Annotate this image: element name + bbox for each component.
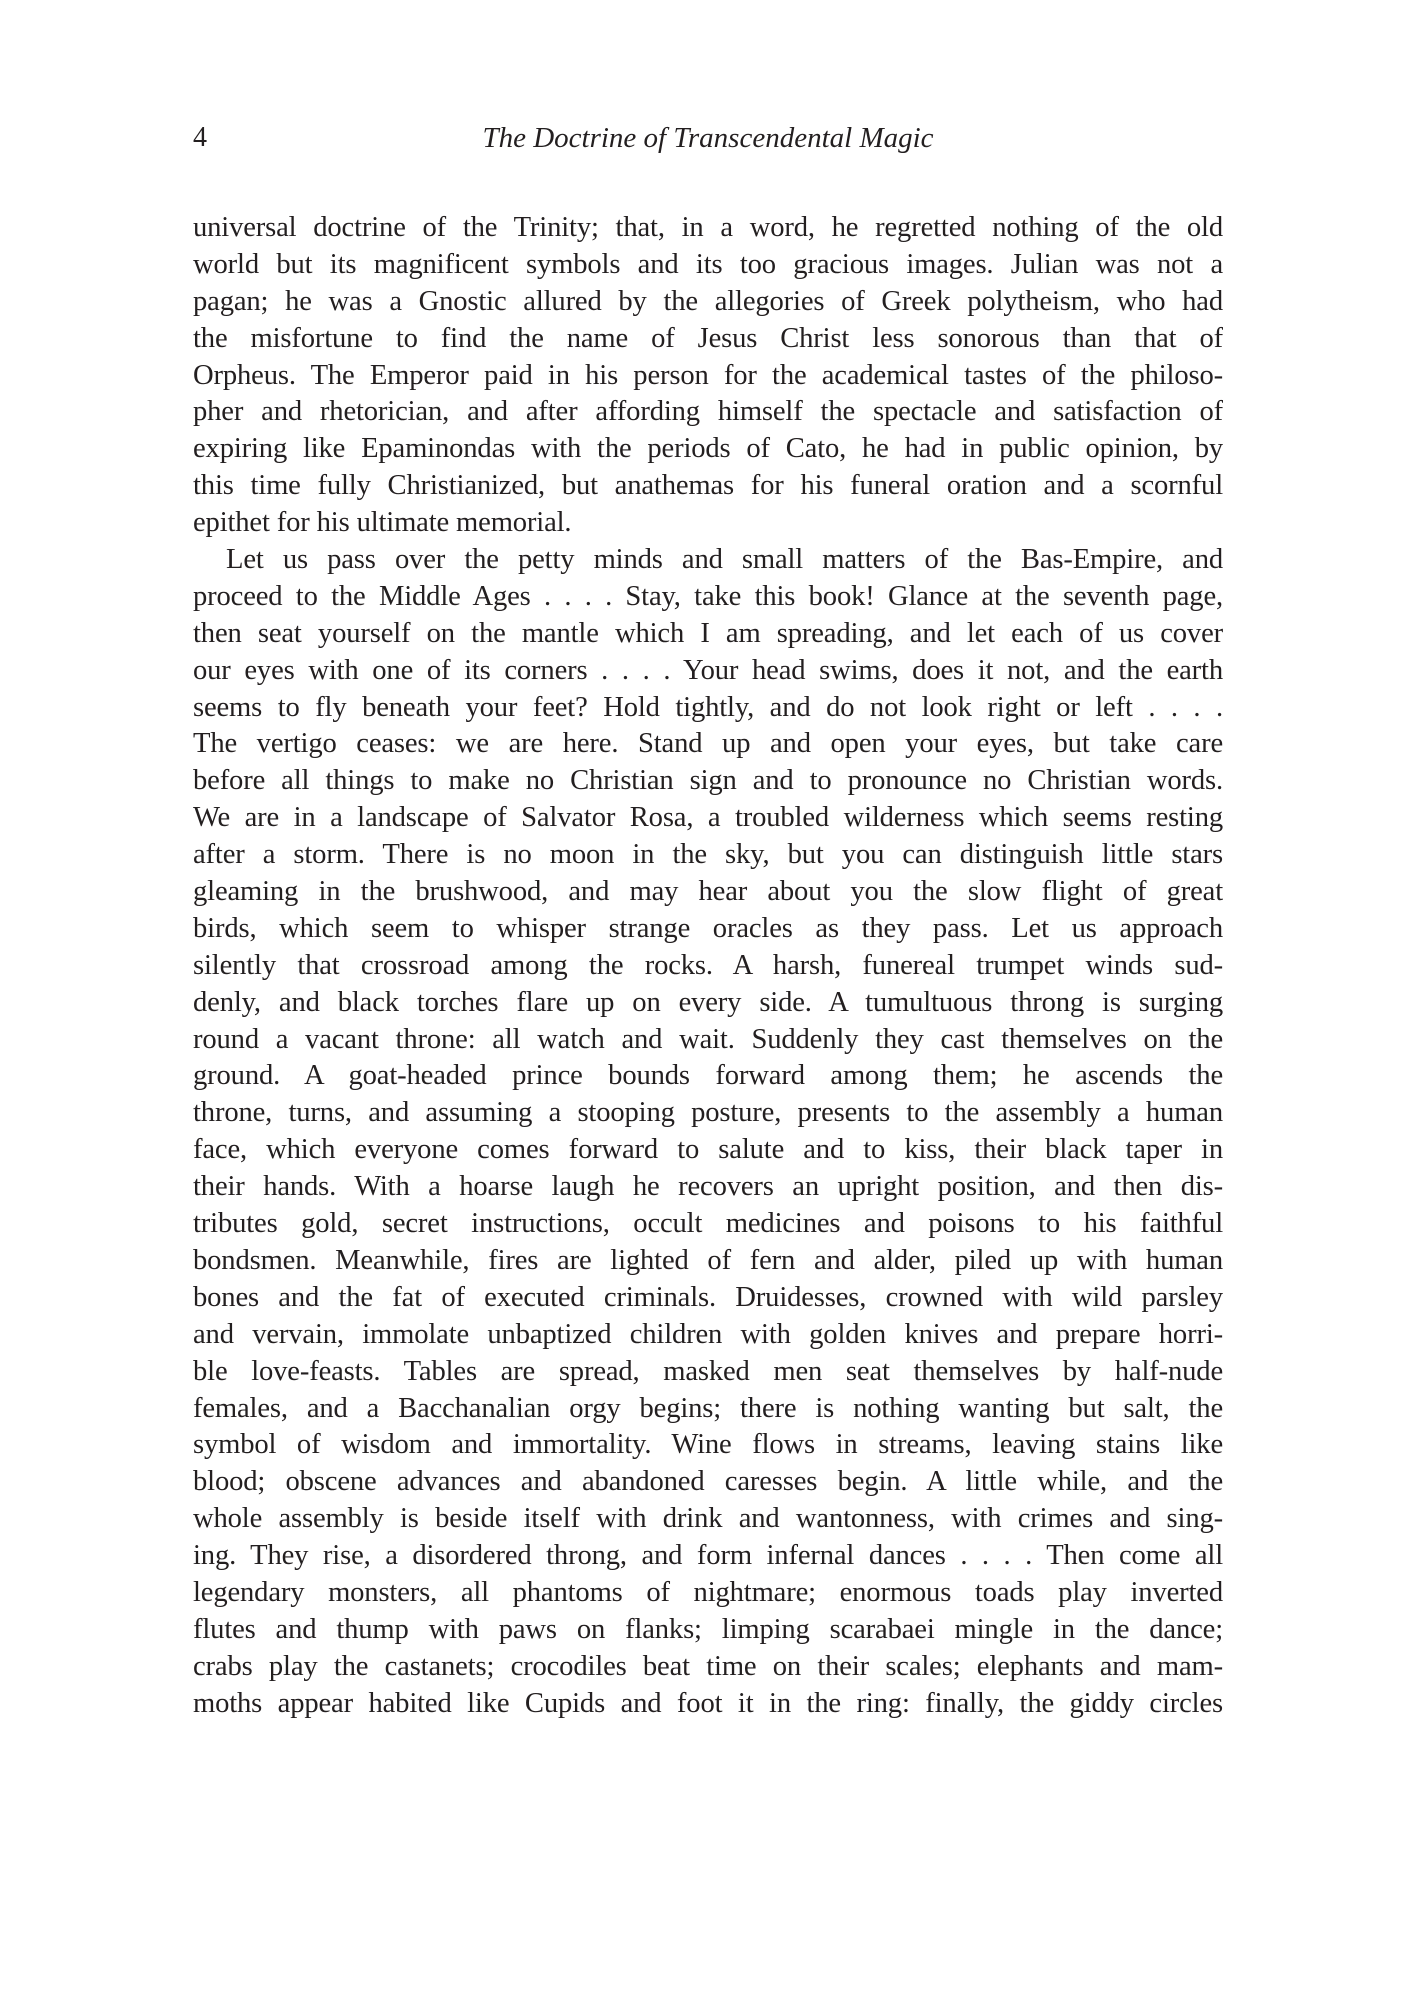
text-line: symbol of wisdom and immortality. Wine flows in streams, leaving stains like xyxy=(193,1429,1223,1461)
text-line: epithet for his ultimate memorial. xyxy=(193,507,572,539)
text-line: ground. A goat-headed prince bounds forward among them; he ascends the xyxy=(193,1060,1223,1092)
body-text xyxy=(193,210,1223,1723)
text-line: whole assembly is beside itself with drink and wantonness, with crimes and sing- xyxy=(193,1503,1223,1535)
text-line: Orpheus. The Emperor paid in his person for the academical tastes of the philoso- xyxy=(193,359,1223,391)
text-line: gleaming in the brushwood, and may hear about you the slow flight of great xyxy=(193,876,1223,908)
text-line: flutes and thump with paws on flanks; limping scarabaei mingle in the dance; xyxy=(193,1613,1223,1645)
text-line: birds, which seem to whisper strange oracles as they pass. Let us approach xyxy=(193,912,1223,944)
text-line: this time fully Christianized, but anathemas for his funeral oration and a scornful xyxy=(193,470,1223,502)
text-line: then seat yourself on the mantle which I am spreading, and let each of us cover xyxy=(193,617,1223,649)
text-line: their hands. With a hoarse laugh he recovers an upright position, and then dis- xyxy=(193,1171,1223,1203)
text-line: the misfortune to find the name of Jesus Christ less sonorous than that of xyxy=(193,322,1223,354)
page-number: 4 xyxy=(193,122,207,153)
running-head xyxy=(193,118,1223,158)
text-line: round a vacant throne: all watch and wait. Suddenly they cast themselves on the xyxy=(193,1023,1223,1055)
text-line: The vertigo ceases: we are here. Stand up and open your eyes, but take care xyxy=(193,728,1223,760)
text-line: ble love-feasts. Tables are spread, masked men seat themselves by half-nude xyxy=(193,1355,1223,1387)
text-line: legendary monsters, all phantoms of nightmare; enormous toads play inverted xyxy=(193,1576,1223,1608)
running-title: The Doctrine of Transcendental Magic xyxy=(482,122,934,154)
text-line: pher and rhetorician, and after affording himself the spectacle and satisfaction of xyxy=(193,396,1223,428)
text-line: bondsmen. Meanwhile, fires are lighted of fern and alder, piled up with human xyxy=(193,1244,1223,1276)
text-line: world but its magnificent symbols and its too gracious images. Julian was not a xyxy=(193,248,1223,280)
text-line: bones and the fat of executed criminals. Druidesses, crowned with wild parsley xyxy=(193,1281,1223,1313)
text-line: universal doctrine of the Trinity; that, in a word, he regretted nothing of the old xyxy=(193,212,1223,243)
text-line: We are in a landscape of Salvator Rosa, a troubled wilderness which seems resting xyxy=(193,802,1223,834)
text-line: denly, and black torches flare up on every side. A tumultuous throng is surging xyxy=(193,986,1223,1018)
text-line: moths appear habited like Cupids and foot it in the ring: finally, the giddy circles xyxy=(193,1687,1223,1719)
text-line: before all things to make no Christian sign and to pronounce no Christian words. xyxy=(193,765,1223,797)
text-line: our eyes with one of its corners . . . . Your head swims, does it not, and the earth xyxy=(193,654,1223,686)
text-line: tributes gold, secret instructions, occult medicines and poisons to his faithful xyxy=(193,1208,1223,1240)
text-line: blood; obscene advances and abandoned caresses begin. A little while, and the xyxy=(193,1466,1223,1498)
text-line: expiring like Epaminondas with the periods of Cato, he had in public opinion, by xyxy=(193,433,1223,465)
text-line: after a storm. There is no moon in the sky, but you can distinguish little stars xyxy=(193,839,1223,871)
text-line: face, which everyone comes forward to salute and to kiss, their black taper in xyxy=(193,1134,1223,1166)
text-line: seems to fly beneath your feet? Hold tightly, and do not look right or left . . . . xyxy=(193,691,1223,723)
text-line: females, and a Bacchanalian orgy begins; there is nothing wanting but salt, the xyxy=(193,1392,1223,1424)
text-line: throne, turns, and assuming a stooping posture, presents to the assembly a human xyxy=(193,1097,1223,1129)
text-line: ing. They rise, a disordered throng, and form infernal dances . . . . Then come all xyxy=(193,1540,1223,1572)
text-line: crabs play the castanets; crocodiles beat time on their scales; elephants and mam- xyxy=(193,1650,1223,1682)
text-line: and vervain, immolate unbaptized children with golden knives and prepare horri- xyxy=(193,1318,1223,1350)
text-line: pagan; he was a Gnostic allured by the allegories of Greek polytheism, who had xyxy=(193,285,1223,317)
text-line: proceed to the Middle Ages . . . . Stay, take this book! Glance at the seventh page, xyxy=(193,580,1223,612)
text-line: Let us pass over the petty minds and small matters of the Bas-Empire, and xyxy=(226,544,1223,576)
text-line: silently that crossroad among the rocks. A harsh, funereal trumpet winds sud- xyxy=(193,949,1223,981)
